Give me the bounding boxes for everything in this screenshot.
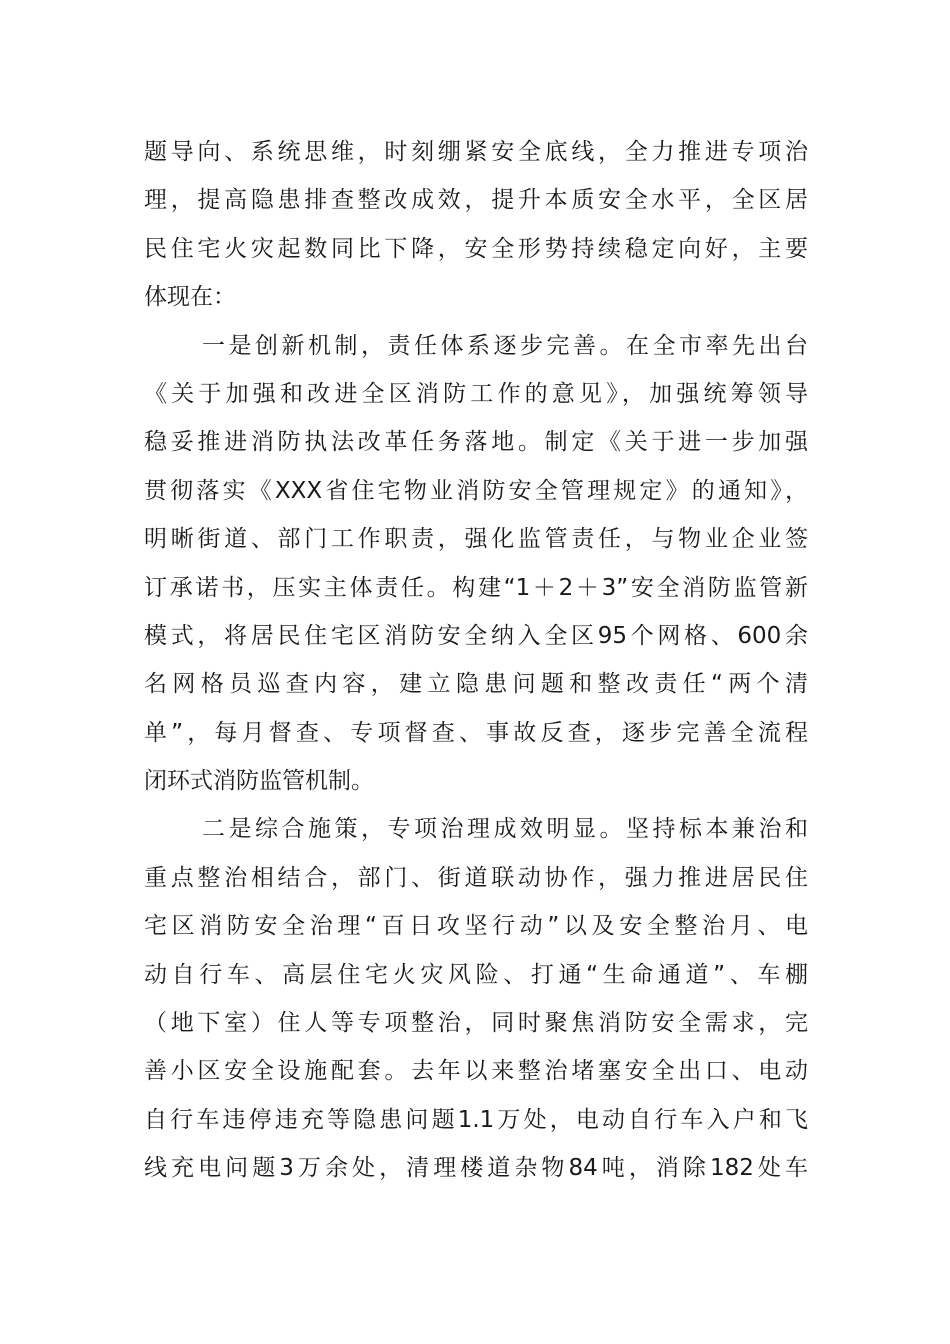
paragraph-2-line-10: 闭环式消防监管机制。 bbox=[144, 768, 374, 795]
paragraph-3-line-5: （地下室）住人等专项整治，同时聚焦消防安全需求，完 bbox=[144, 1010, 808, 1037]
paragraph-2-line-1: 一是创新机制，责任体系逐步完善。在全市率先出台 bbox=[202, 332, 808, 359]
paragraph-3-line-8: 线充电问题3万余处，清理楼道杂物84吨，消除182处车 bbox=[144, 1155, 808, 1182]
paragraph-2-line-6: 订承诺书，压实主体责任。构建“1＋2＋3”安全消防监管新 bbox=[144, 574, 808, 601]
paragraph-3-line-2: 重点整治相结合，部门、街道联动协作，强力推进居民住 bbox=[144, 864, 808, 891]
paragraph-1-line-2: 理，提高隐患排查整改成效，提升本质安全水平，全区居 bbox=[144, 187, 808, 214]
paragraph-2-line-7: 模式，将居民住宅区消防安全纳入全区95个网格、600余 bbox=[144, 622, 808, 649]
paragraph-2-line-5: 明晰街道、部门工作职责，强化监管责任，与物业企业签 bbox=[144, 526, 808, 553]
paragraph-2-line-2: 《关于加强和改进全区消防工作的意见》，加强统筹领导 bbox=[144, 380, 808, 407]
paragraph-3-line-7: 自行车违停违充等隐患问题1.1万处，电动自行车入户和飞 bbox=[144, 1106, 808, 1133]
paragraph-2-line-4: 贯彻落实《XXX省住宅物业消防安全管理规定》的通知》， bbox=[144, 477, 808, 504]
paragraph-1-line-1: 题导向、系统思维，时刻绷紧安全底线，全力推进专项治 bbox=[144, 139, 808, 165]
paragraph-3-line-6: 善小区安全设施配套。去年以来整治堵塞安全出口、电动 bbox=[144, 1058, 808, 1085]
paragraph-1-line-4: 体现在： bbox=[144, 284, 236, 311]
paragraph-2-line-3: 稳妥推进消防执法改革任务落地。制定《关于进一步加强 bbox=[144, 429, 808, 456]
paragraph-3-line-4: 动自行车、高层住宅火灾风险、打通“生命通道”、车棚 bbox=[144, 961, 808, 988]
paragraph-1-line-3: 民住宅火灾起数同比下降，安全形势持续稳定向好，主要 bbox=[144, 235, 808, 262]
paragraph-3-line-3: 宅区消防安全治理“百日攻坚行动”以及安全整治月、电 bbox=[144, 913, 808, 940]
paragraph-3-line-1: 二是综合施策，专项治理成效明显。坚持标本兼治和 bbox=[202, 816, 808, 843]
paragraph-2-line-8: 名网格员巡查内容，建立隐患问题和整改责任“两个清 bbox=[144, 671, 808, 698]
paragraph-2-line-9: 单”，每月督查、专项督查、事故反查，逐步完善全流程 bbox=[144, 719, 808, 746]
document-body bbox=[144, 128, 808, 1193]
